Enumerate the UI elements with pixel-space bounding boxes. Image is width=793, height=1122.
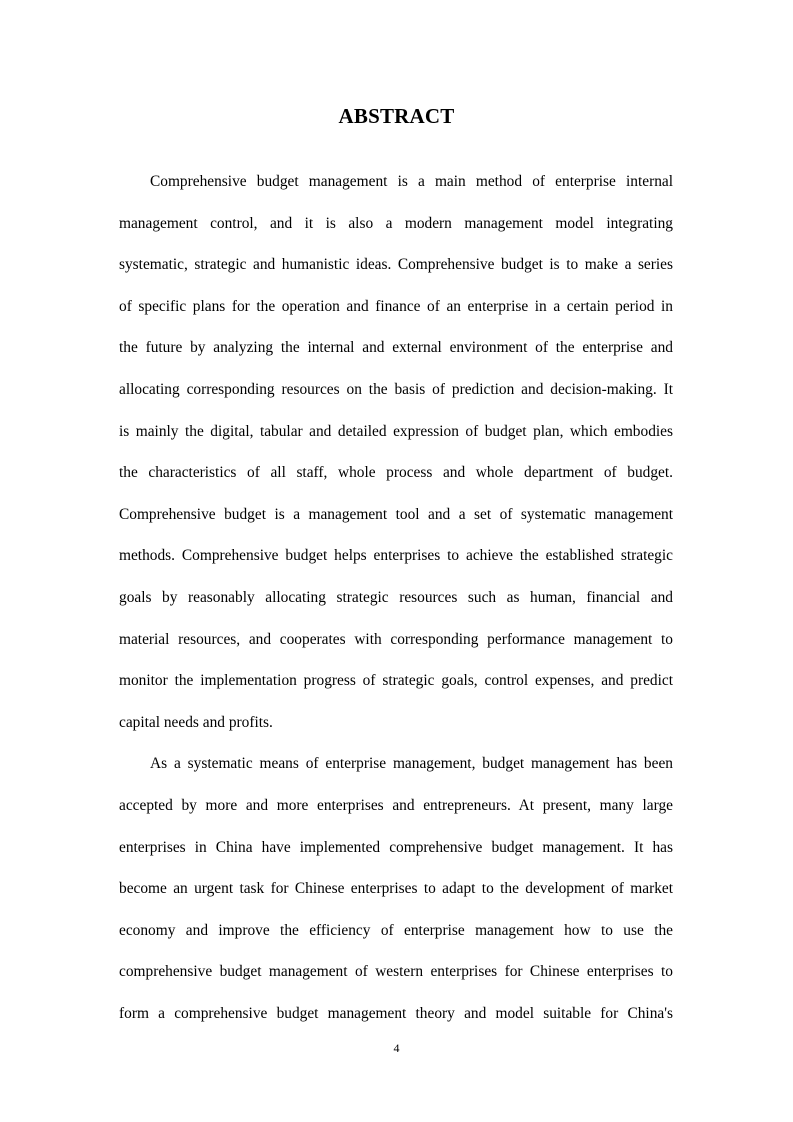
text-line: accepted by more and more enterprises and entrepreneurs. At present, many large <box>119 796 673 814</box>
text-line: management control, and it is also a modern management model integrating <box>119 214 673 232</box>
text-line: economy and improve the efficiency of enterprise management how to use the <box>119 921 673 939</box>
text-line: material resources, and cooperates with corresponding performance management to <box>119 630 673 648</box>
text-line: form a comprehensive budget management theory and model suitable for China's <box>119 1004 673 1022</box>
text-line: allocating corresponding resources on the basis of prediction and decision-making. It <box>119 380 673 398</box>
text-line: As a systematic means of enterprise management, budget management has been <box>150 755 673 773</box>
text-line: capital needs and profits. <box>119 713 273 731</box>
text-line: the characteristics of all staff, whole process and whole department of budget. <box>119 464 673 482</box>
paragraph-1 <box>119 161 673 743</box>
abstract-body <box>119 161 673 1034</box>
text-line: comprehensive budget management of western enterprises for Chinese enterprises to <box>119 963 673 981</box>
text-line: become an urgent task for Chinese enterprises to adapt to the development of market <box>119 880 673 898</box>
text-line: is mainly the digital, tabular and detailed expression of budget plan, which embodies <box>119 422 673 440</box>
text-line: goals by reasonably allocating strategic resources such as human, financial and <box>119 588 673 606</box>
text-line: Comprehensive budget management is a main method of enterprise internal <box>150 173 673 190</box>
text-line: Comprehensive budget is a management tool and a set of systematic management <box>119 505 673 523</box>
text-line: monitor the implementation progress of strategic goals, control expenses, and predict <box>119 672 673 690</box>
text-line: the future by analyzing the internal and external environment of the enterprise and <box>119 339 673 357</box>
text-line: enterprises in China have implemented comprehensive budget management. It has <box>119 838 673 856</box>
text-line: of specific plans for the operation and finance of an enterprise in a certain period in <box>119 297 673 315</box>
text-line: systematic, strategic and humanistic ideas. Comprehensive budget is to make a series <box>119 256 673 274</box>
text-line: methods. Comprehensive budget helps enterprises to achieve the established strategic <box>119 547 673 565</box>
page-number: 4 <box>393 1041 400 1055</box>
paragraph-2 <box>119 743 673 1034</box>
abstract-heading: ABSTRACT <box>338 104 455 128</box>
